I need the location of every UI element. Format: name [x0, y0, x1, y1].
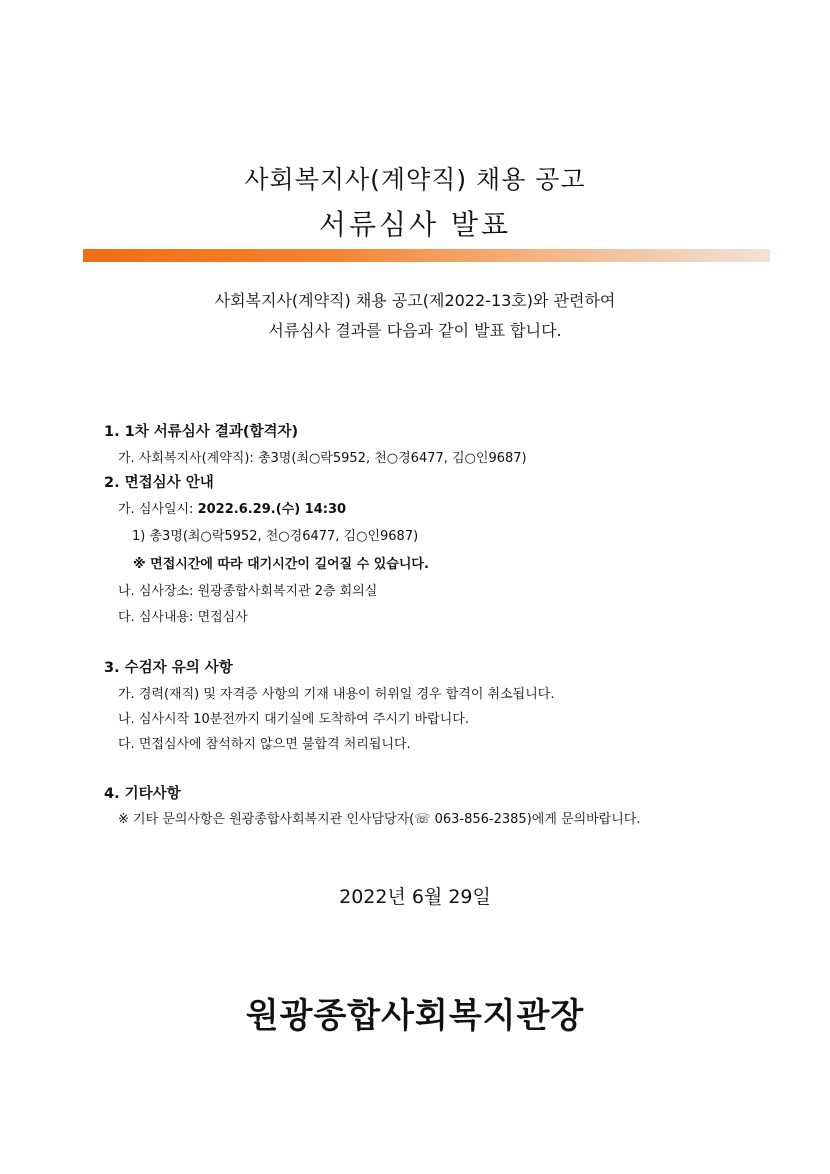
- schedule-label: 가. 심사일시:: [118, 502, 198, 517]
- section-2-heading: 2. 면접심사 안내: [104, 475, 214, 491]
- section-3-item-b: 나. 심사시작 10분전까지 대기실에 도착하여 주시기 바랍니다.: [118, 712, 469, 727]
- announcement-date: 2022년 6월 29일: [339, 886, 491, 908]
- section-1-heading: 1. 1차 서류심사 결과(합격자): [104, 424, 299, 440]
- section-2-item-a: [118, 498, 346, 517]
- section-1-item-a: 가. 사회복지사(계약직): 총3명(최○락5952, 천○경6477, 김○인9687): [118, 451, 527, 466]
- section-2-note: ※ 면접시간에 따라 대기시간이 길어질 수 있습니다.: [133, 557, 429, 572]
- section-4-heading: 4. 기타사항: [104, 786, 181, 802]
- section-2-item-a-sub: 1) 총3명(최○락5952, 천○경6477, 김○인9687): [132, 529, 419, 544]
- section-3-item-c: 다. 면접심사에 참석하지 않으면 불합격 처리됩니다.: [118, 737, 411, 752]
- section-3-heading: 3. 수검자 유의 사항: [104, 660, 233, 676]
- section-4-note: ※ 기타 문의사항은 원광종합사회복지관 인사담당자(☏ 063-856-2385)에게 문의바랍니다.: [118, 812, 641, 827]
- section-3-item-a: 가. 경력(재직) 및 자격증 사항의 기재 내용이 허위일 경우 합격이 취소됩니다.: [118, 687, 555, 702]
- schedule-value: 2022.6.29.(수) 14:30: [197, 502, 347, 517]
- intro-line-2: 서류심사 결과를 다음과 같이 발표 합니다.: [268, 321, 562, 340]
- notice-title: 사회복지사(계약직) 채용 공고: [244, 165, 586, 194]
- intro-paragraph: [0, 286, 830, 346]
- intro-line-1: 사회복지사(계약직) 채용 공고(제2022-13호)와 관련하여: [214, 291, 616, 310]
- accent-gradient-bar: [83, 249, 770, 262]
- section-2-item-c: 다. 심사내용: 면접심사: [118, 610, 248, 625]
- notice-subtitle: 서류심사 발표: [318, 208, 512, 241]
- section-2-item-b: 나. 심사장소: 원광종합사회복지관 2층 회의실: [118, 584, 378, 599]
- issuing-organization: 원광종합사회복지관장: [245, 996, 585, 1036]
